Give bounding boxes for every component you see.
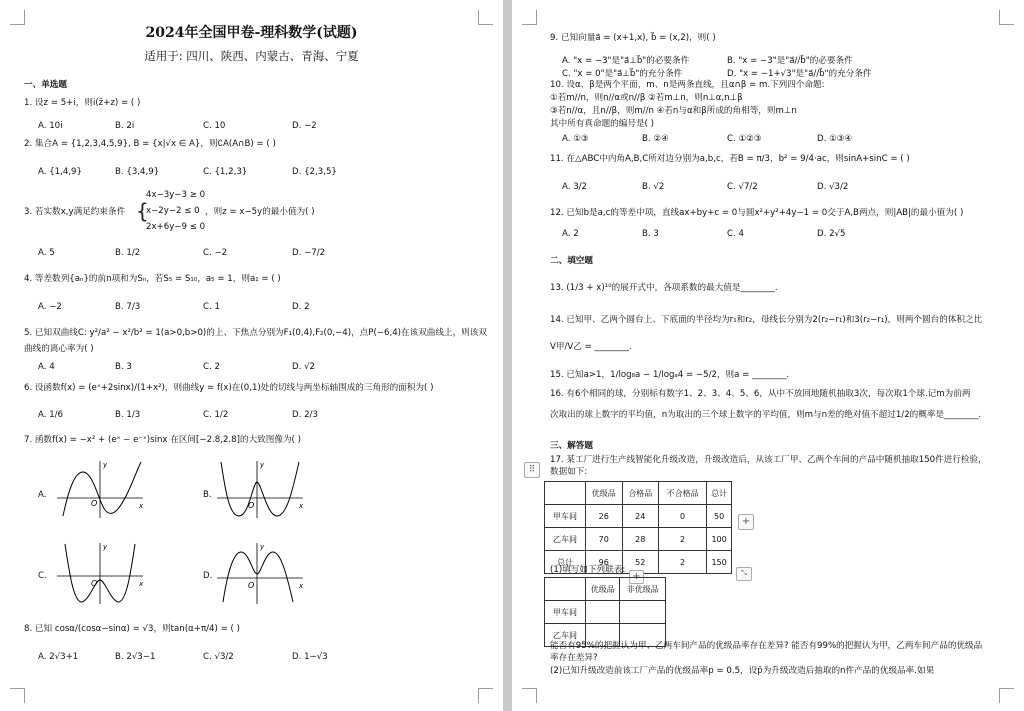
q12-opt-d: D. 2√5: [817, 229, 846, 239]
add-column-button[interactable]: +: [738, 514, 754, 530]
q9-opt-b: B. "x = −3"是"a⃗//b⃗"的必要条件: [727, 56, 853, 66]
q17-contingency-table: [544, 577, 666, 647]
section-answer: 三、解答题: [550, 441, 593, 451]
crop-mark: [478, 688, 493, 703]
q1-opt-c: C. 10: [203, 121, 226, 131]
q7-graph-b: [215, 458, 305, 520]
q11-opt-c: C. √7/2: [727, 182, 758, 192]
q6-stem: 6. 设函数f(x) = (eˣ+2sinx)/(1+x²)，则曲线y = f(x)在(0,1)处的切线与两坐标轴围成的三角形的面积为( ): [24, 383, 434, 393]
q3-cond-1: 4x−3y−3 ≥ 0: [146, 190, 206, 200]
axis-x-label: x: [139, 502, 144, 510]
q7-opt-a: A.: [38, 490, 47, 500]
q1-opt-b: B. 2i: [115, 121, 135, 131]
table-row: [545, 528, 732, 551]
q5-opt-b: B. 3: [115, 362, 132, 372]
table-cell: 2: [659, 528, 707, 551]
table-cell: 优级品: [586, 482, 623, 505]
q10-line-3: ③若n//α，且n//β，则m//n ④若n与α和β所成的角相等，则m⊥n: [550, 106, 797, 116]
q10-line-1: 10. 设α、β是两个平面，m、n是两条直线，且α∩β = m.下列四个命题:: [550, 80, 825, 90]
q9-opt-d: D. "x = −1+√3"是"a⃗//b⃗"的充分条件: [727, 69, 872, 79]
q7-opt-c: C.: [38, 571, 47, 581]
axis-origin-label: O: [91, 579, 98, 588]
q17-part1: (1)填写如下列联表:: [550, 565, 626, 575]
table-cell: 合格品: [622, 482, 659, 505]
table-cell: [586, 601, 620, 624]
q14-stem-b: V甲/V乙 = ________.: [550, 342, 632, 352]
q5-opt-c: C. 2: [203, 362, 220, 372]
q8-opt-a: A. 2√3+1: [38, 652, 79, 662]
q3-opt-d: D. −7/2: [292, 248, 326, 258]
table-cell: 甲车间: [545, 505, 586, 528]
crop-mark: [10, 688, 25, 703]
q9-stem: 9. 已知向量a⃗ = (x+1,x), b⃗ = (x,2)，则( ): [550, 33, 716, 43]
q11-stem: 11. 在△ABC中内角A,B,C所对边分别为a,b,c，若B = π/3，b² = 9/4·ac，则sinA+sinC = ( ): [550, 154, 910, 164]
table-header-row: [545, 578, 666, 601]
q10-line-2: ①若m//n，则n//α或n//β ②若m⊥n，则n⊥α,n⊥β: [550, 93, 743, 103]
q3-opt-b: B. 1/2: [115, 248, 141, 258]
q6-opt-b: B. 1/3: [115, 410, 141, 420]
q11-opt-a: A. 3/2: [562, 182, 588, 192]
table-row: [545, 601, 666, 624]
table-cell: 24: [622, 505, 659, 528]
table-cell: 优级品: [586, 578, 620, 601]
q17-data-table: [544, 481, 732, 574]
q2-opt-b: B. {3,4,9}: [115, 167, 160, 177]
q13-stem: 13. (1/3 + x)¹⁰的展开式中，各项系数的最大值是________.: [550, 283, 778, 293]
resize-handle-icon[interactable]: ⤡: [736, 567, 752, 581]
q14-stem-a: 14. 已知甲、乙两个圆台上、下底面的半径均为r₁和r₂，母线长分别为2(r₂−r₁)和3(r₂−r₁)，则两个圆台的体积之比: [550, 315, 983, 325]
q7-graph-c: [55, 540, 145, 606]
table-cell: [545, 578, 586, 601]
q9-opt-c: C. "x = 0"是"a⃗⊥b⃗"的充分条件: [562, 69, 683, 79]
q4-opt-b: B. 7/3: [115, 302, 141, 312]
table-cell: 不合格品: [659, 482, 707, 505]
table-cell: 26: [586, 505, 623, 528]
q10-opt-c: C. ①②③: [727, 134, 762, 144]
crop-mark: [999, 688, 1014, 703]
table-cell: 乙车间: [545, 528, 586, 551]
axis-y-label: y: [260, 461, 265, 469]
q9-opt-a: A. "x = −3"是"a⃗⊥b⃗"的必要条件: [562, 56, 690, 66]
q5-opt-d: D. √2: [292, 362, 316, 372]
q1-opt-a: A. 10i: [38, 121, 63, 131]
table-cell: 52: [622, 551, 659, 574]
q17-stem-b: 数据如下:: [550, 467, 588, 477]
table-cell: 96: [586, 551, 623, 574]
q7-opt-b: B.: [203, 490, 212, 500]
q17-part2: (2)已知升级改造前该工厂产品的优级品率p = 0.5，设p̄为升级改造后抽取的n件产品的优级品率.如果: [550, 666, 935, 676]
table-cell: 甲车间: [545, 601, 586, 624]
table-header-row: [545, 482, 732, 505]
q5-stem: 5. 已知双曲线C: y²/a² − x²/b² = 1(a>0,b>0)的上、下焦点分别为F₁(0,4),F₂(0,−4)，点P(−6,4)在该双曲线上，则该双: [24, 328, 487, 338]
crop-mark: [522, 10, 537, 25]
q12-opt-c: C. 4: [727, 229, 744, 239]
q17-text-d: 能否有95%的把握认为甲、乙两车间产品的优级品率存在差异? 能否有99%的把握认为甲，乙两车间产品的优级品: [550, 641, 983, 651]
q6-opt-d: D. 2/3: [292, 410, 318, 420]
q16-stem-b: 次取出的球上数字的平均值，n为取出的三个球上数字的平均值，则m与n差的绝对值不超过1/2的概率是________.: [550, 410, 982, 420]
axis-y-label: y: [103, 543, 108, 551]
q4-opt-d: D. 2: [292, 302, 310, 312]
table-cell: 100: [707, 528, 732, 551]
q8-opt-d: D. 1−√3: [292, 652, 328, 662]
table-cell: [620, 601, 666, 624]
axis-x-label: x: [299, 582, 304, 590]
table-cell: 70: [586, 528, 623, 551]
q1-opt-d: D. −2: [292, 121, 317, 131]
q6-opt-a: A. 1/6: [38, 410, 64, 420]
q10-opt-a: A. ①③: [562, 134, 589, 144]
section-single-choice: 一、单选题: [24, 80, 67, 90]
q5-opt-a: A. 4: [38, 362, 55, 372]
q3-opt-c: C. −2: [203, 248, 228, 258]
q7-opt-d: D.: [203, 571, 213, 581]
q17-text-e: 率存在差异?: [550, 653, 598, 663]
q3-cond-3: 2x+6y−9 ≤ 0: [146, 222, 206, 232]
q12-opt-b: B. 3: [642, 229, 659, 239]
q2-stem: 2. 集合A = {1,2,3,4,5,9}, B = {x|√x ∈ A}，则∁A(A∩B) = ( ): [24, 139, 276, 149]
crop-mark: [999, 10, 1014, 25]
q8-stem: 8. 已知 cosα/(cosα−sinα) = √3，则tan(α+π/4) = ( ): [24, 624, 240, 634]
q3-stem-a: 3. 若实数x,y满足约束条件: [24, 207, 126, 217]
q3-stem-b: ，则z = x−5y的最小值为( ): [205, 207, 315, 217]
q5-stem2: 曲线的离心率为( ): [24, 344, 94, 354]
q2-opt-c: C. {1,2,3}: [203, 167, 248, 177]
table-cell: 2: [659, 551, 707, 574]
table-cell: 总计: [707, 482, 732, 505]
axis-origin-label: O: [248, 581, 255, 590]
q8-opt-c: C. √3/2: [203, 652, 234, 662]
q16-stem-a: 16. 有6个相同的球，分别标有数字1、2、3、4、5、6，从中不放回地随机抽取3次，每次取1个球.记m为前两: [550, 389, 971, 399]
q10-line-4: 其中所有真命题的编号是( ): [550, 119, 654, 129]
q6-opt-c: C. 1/2: [203, 410, 229, 420]
q1-stem: 1. 设z = 5+i，则i(z̄+z) = ( ): [24, 98, 141, 108]
exam-subtitle: 适用于: 四川、陕西、内蒙古、青海、宁夏: [144, 49, 359, 63]
table-cell: [545, 482, 586, 505]
add-row-button[interactable]: +: [629, 570, 644, 584]
axis-x-label: x: [299, 502, 304, 510]
q4-opt-c: C. 1: [203, 302, 220, 312]
q12-stem: 12. 已知b是a,c的等差中项，直线ax+by+c = 0与圆x²+y²+4y−1 = 0交于A,B两点，则|AB|的最小值为( ): [550, 208, 964, 218]
q7-graph-a: [55, 458, 145, 520]
exam-title: 2024年全国甲卷-理科数学(试题): [145, 25, 358, 41]
q8-opt-b: B. 2√3−1: [115, 652, 156, 662]
table-cell: 150: [707, 551, 732, 574]
q10-opt-d: D. ①③④: [817, 134, 853, 144]
q2-opt-d: D. {2,3,5}: [292, 167, 337, 177]
table-cell: 非优级品: [620, 578, 666, 601]
q10-opt-b: B. ②④: [642, 134, 669, 144]
right-page: [512, 0, 1024, 711]
table-cell: 28: [622, 528, 659, 551]
table-row: [545, 505, 732, 528]
table-cell: 50: [707, 505, 732, 528]
q11-opt-b: B. √2: [642, 182, 665, 192]
q3-opt-a: A. 5: [38, 248, 55, 258]
q17-stem-a: 17. 某工厂进行生产线智能化升级改造，升级改造后，从该工厂甲、乙两个车间的产品中随机抽取150件进行检验，: [550, 455, 987, 465]
q4-opt-a: A. −2: [38, 302, 62, 312]
table-cell: 总计: [545, 551, 586, 574]
q7-graph-d: [215, 540, 305, 606]
drag-handle-icon[interactable]: ⠿: [524, 462, 540, 478]
axis-y-label: y: [103, 461, 108, 469]
crop-mark: [522, 688, 537, 703]
section-fill-in: 二、填空题: [550, 256, 593, 266]
axis-origin-label: O: [248, 501, 255, 510]
left-page: [0, 0, 503, 711]
table-cell: 乙车间: [545, 624, 586, 647]
q4-stem: 4. 等差数列{aₙ}的前n项和为Sₙ，若S₅ = S₁₀，a₅ = 1，则a₁ = ( ): [24, 274, 281, 284]
axis-origin-label: O: [91, 499, 98, 508]
q2-opt-a: A. {1,4,9}: [38, 167, 82, 177]
q12-opt-a: A. 2: [562, 229, 579, 239]
q11-opt-d: D. √3/2: [817, 182, 849, 192]
q15-stem: 15. 已知a>1，1/log₈a − 1/logₐ4 = −5/2，则a = ________.: [550, 370, 790, 380]
q3-brace: {: [136, 199, 149, 223]
q3-cond-2: x−2y−2 ≤ 0: [146, 206, 200, 216]
table-cell: 0: [659, 505, 707, 528]
q7-stem: 7. 函数f(x) = −x² + (eˣ − e⁻ˣ)sinx 在区间[−2.8,2.8]的大致图像为( ): [24, 435, 301, 445]
axis-x-label: x: [139, 580, 144, 588]
axis-y-label: y: [260, 543, 265, 551]
